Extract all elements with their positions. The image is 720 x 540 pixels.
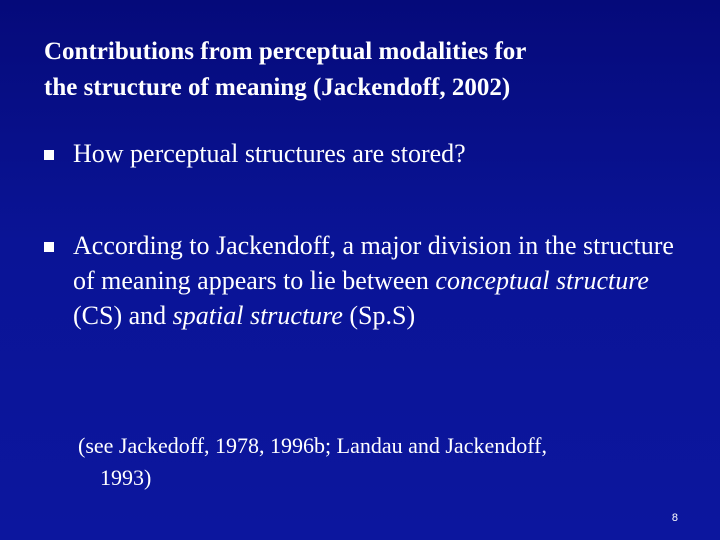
square-bullet-icon: [44, 150, 54, 160]
spatial-structure-term: spatial structure: [172, 301, 343, 330]
square-bullet-icon: [44, 242, 54, 252]
citation-line-1: (see Jackedoff, 1978, 1996b; Landau and Jackendoff,: [78, 433, 547, 458]
bullet-item: [44, 136, 684, 171]
conceptual-structure-term: conceptual structure: [435, 266, 649, 295]
slide-title: [44, 34, 684, 106]
citation-line-2: 1993): [100, 465, 152, 490]
page-number: 8: [671, 512, 678, 524]
bullet-text: How perceptual structures are stored?: [73, 139, 466, 168]
title-line-1: Contributions from perceptual modalities for: [44, 38, 527, 65]
bullet-text-part: (CS) and: [73, 301, 173, 330]
bullet-item: [44, 228, 684, 333]
citation-note: [78, 430, 688, 494]
bullet-text-part: According to Jackendoff, a major division in the structure of meaning appears to lie between: [73, 231, 674, 295]
bullet-text-part: (Sp.S): [342, 301, 416, 330]
bullet-text: [73, 228, 684, 333]
title-line-2: the structure of meaning (Jackendoff, 2002): [44, 74, 511, 101]
